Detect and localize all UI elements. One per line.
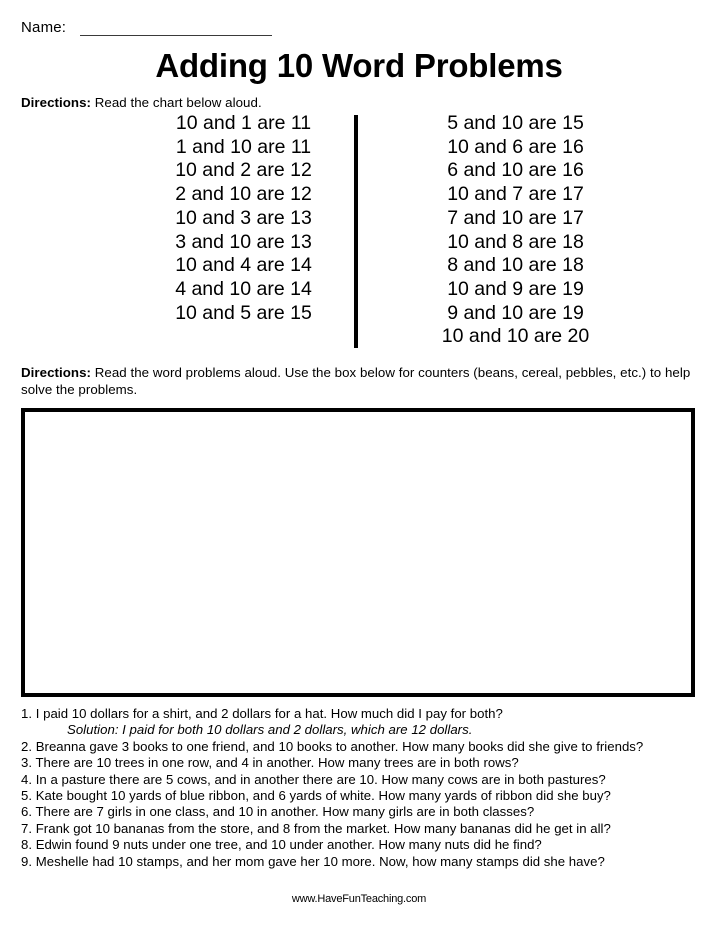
directions-chart	[21, 94, 681, 111]
word-problem-item: 6. There are 7 girls in one class, and 10 in another. How many girls are in both classes?	[21, 804, 535, 820]
word-problem-item: 3. There are 10 trees in one row, and 4 in another. How many trees are in both rows?	[21, 755, 519, 771]
word-problem-item: 9. Meshelle had 10 stamps, and her mom gave her 10 more. Now, how many stamps did she have?	[21, 853, 605, 869]
chart-fact-line: 3 and 10 are 13	[175, 230, 312, 253]
directions-word-problems-text: Read the word problems aloud. Use the box below for counters (beans, cereal, pebbles, etc.) to help solve the problems.	[21, 365, 691, 397]
word-problem-solution: Solution: I paid for both 10 dollars and 2 dollars, which are 12 dollars.	[67, 722, 473, 738]
directions-word-problems-lead: Directions:	[21, 365, 92, 380]
word-problem-item: 7. Frank got 10 bananas from the store, and 8 from the market. How many bananas did he get in all?	[21, 820, 611, 836]
chart-fact-line: 10 and 5 are 15	[175, 301, 312, 324]
chart-column-right	[383, 112, 648, 349]
chart-column-left	[131, 112, 356, 325]
addition-fact-chart	[21, 112, 697, 347]
chart-fact-line: 4 and 10 are 14	[175, 277, 312, 300]
chart-fact-line: 9 and 10 are 19	[447, 301, 584, 324]
chart-fact-line: 5 and 10 are 15	[447, 112, 584, 134]
directions-chart-lead: Directions:	[21, 95, 92, 110]
chart-fact-line: 10 and 6 are 16	[447, 135, 584, 158]
chart-fact-line: 10 and 9 are 19	[447, 277, 584, 300]
word-problem-item: 8. Edwin found 9 nuts under one tree, and 10 under another. How many nuts did he find?	[21, 837, 542, 853]
name-field-row	[21, 19, 441, 36]
word-problem-item: 1. I paid 10 dollars for a shirt, and 2 dollars for a hat. How much did I pay for both?	[21, 706, 503, 721]
page-title: Adding 10 Word Problems	[155, 47, 563, 84]
chart-fact-line: 6 and 10 are 16	[447, 159, 584, 182]
chart-fact-line: 10 and 7 are 17	[447, 183, 584, 206]
counters-work-box[interactable]	[21, 408, 695, 697]
word-problem-item: 4. In a pasture there are 5 cows, and in another there are 10. How many cows are in both pastures?	[21, 771, 606, 787]
name-label: Name:	[21, 19, 67, 36]
chart-fact-line: 10 and 1 are 11	[175, 112, 312, 134]
chart-fact-line: 10 and 8 are 18	[447, 230, 584, 253]
name-write-in-line[interactable]	[80, 21, 272, 36]
word-problem-item: 5. Kate bought 10 yards of blue ribbon, and 6 yards of white. How many yards of ribbon did she buy?	[21, 788, 611, 804]
chart-fact-line: 1 and 10 are 11	[175, 135, 312, 158]
chart-fact-line: 10 and 10 are 20	[441, 325, 590, 348]
footer-website: www.HaveFunTeaching.com	[291, 893, 427, 905]
chart-fact-line: 10 and 3 are 13	[175, 206, 312, 229]
word-problem-item: 2. Breanna gave 3 books to one friend, and 10 books to another. How many books did she give to friends?	[21, 738, 644, 754]
chart-fact-line: 2 and 10 are 12	[175, 183, 312, 206]
chart-fact-line: 7 and 10 are 17	[447, 206, 584, 229]
chart-fact-line: 8 and 10 are 18	[447, 254, 584, 277]
chart-fact-line: 10 and 2 are 12	[175, 159, 312, 182]
directions-word-problems	[21, 364, 697, 398]
word-problem-list	[21, 706, 701, 870]
chart-vertical-divider	[354, 115, 358, 348]
chart-fact-line: 10 and 4 are 14	[175, 254, 312, 277]
directions-chart-text: Read the chart below aloud.	[91, 95, 262, 110]
